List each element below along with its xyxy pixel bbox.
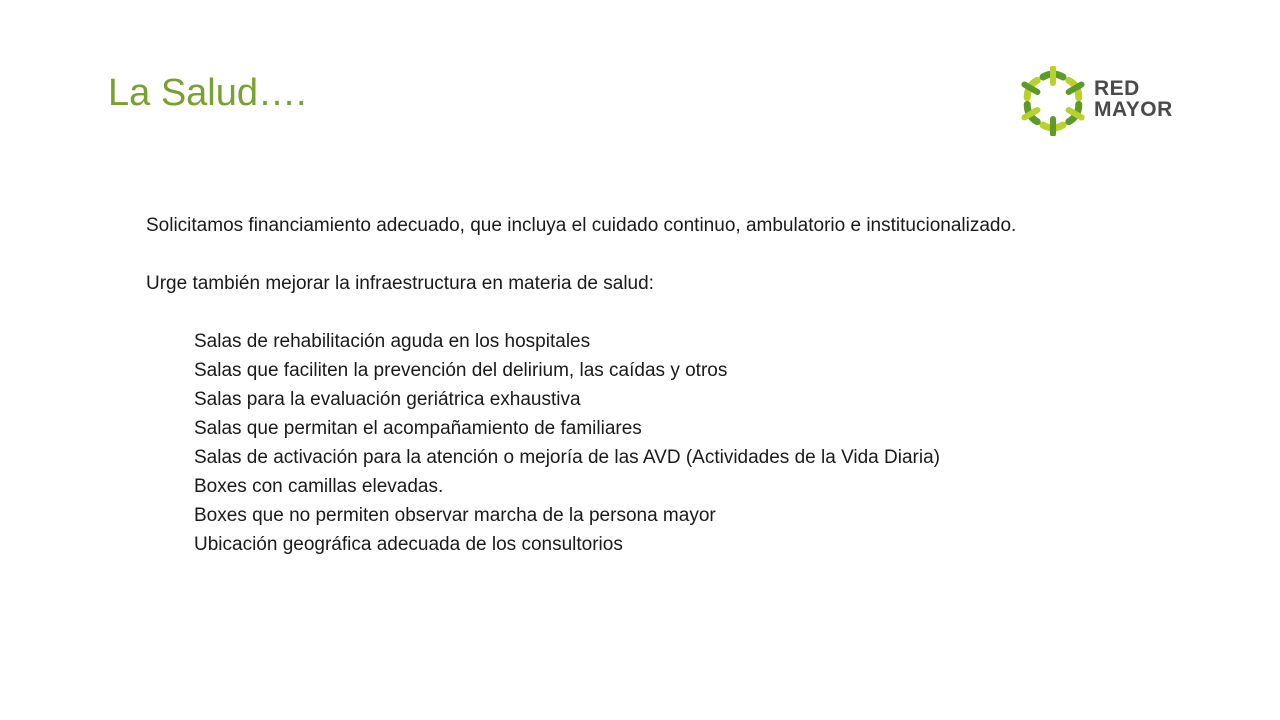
list-item: Salas de rehabilitación aguda en los hospitales	[194, 331, 591, 352]
red-mayor-logo-icon	[1018, 66, 1088, 136]
logo-line-2: MAYOR	[1094, 98, 1173, 121]
list-item: Salas para la evaluación geriátrica exhaustiva	[194, 389, 581, 410]
spacer	[146, 240, 1156, 269]
logo-wordmark	[1094, 78, 1173, 120]
red-mayor-logo	[1018, 66, 1198, 138]
slide-title: La Salud….	[108, 72, 307, 114]
list-item: Salas de activación para la atención o mejoría de las AVD (Actividades de la Vida Diaria)	[194, 447, 940, 468]
list-item: Salas que permitan el acompañamiento de familiares	[194, 418, 642, 439]
list-item: Ubicación geográfica adecuada de los consultorios	[194, 534, 623, 555]
infrastructure-list	[146, 327, 1156, 559]
list-item: Salas que faciliten la prevención del delirium, las caídas y otros	[194, 360, 728, 381]
paragraph-financing: Solicitamos financiamiento adecuado, que incluya el cuidado continuo, ambulatorio e institucionalizado.	[146, 215, 1017, 236]
paragraph-infrastructure: Urge también mejorar la infraestructura en materia de salud:	[146, 273, 654, 294]
list-item: Boxes con camillas elevadas.	[194, 476, 444, 497]
logo-line-1: RED	[1094, 77, 1140, 100]
list-item: Boxes que no permiten observar marcha de la persona mayor	[194, 505, 716, 526]
slide-body	[146, 211, 1156, 559]
spacer	[146, 298, 1156, 327]
